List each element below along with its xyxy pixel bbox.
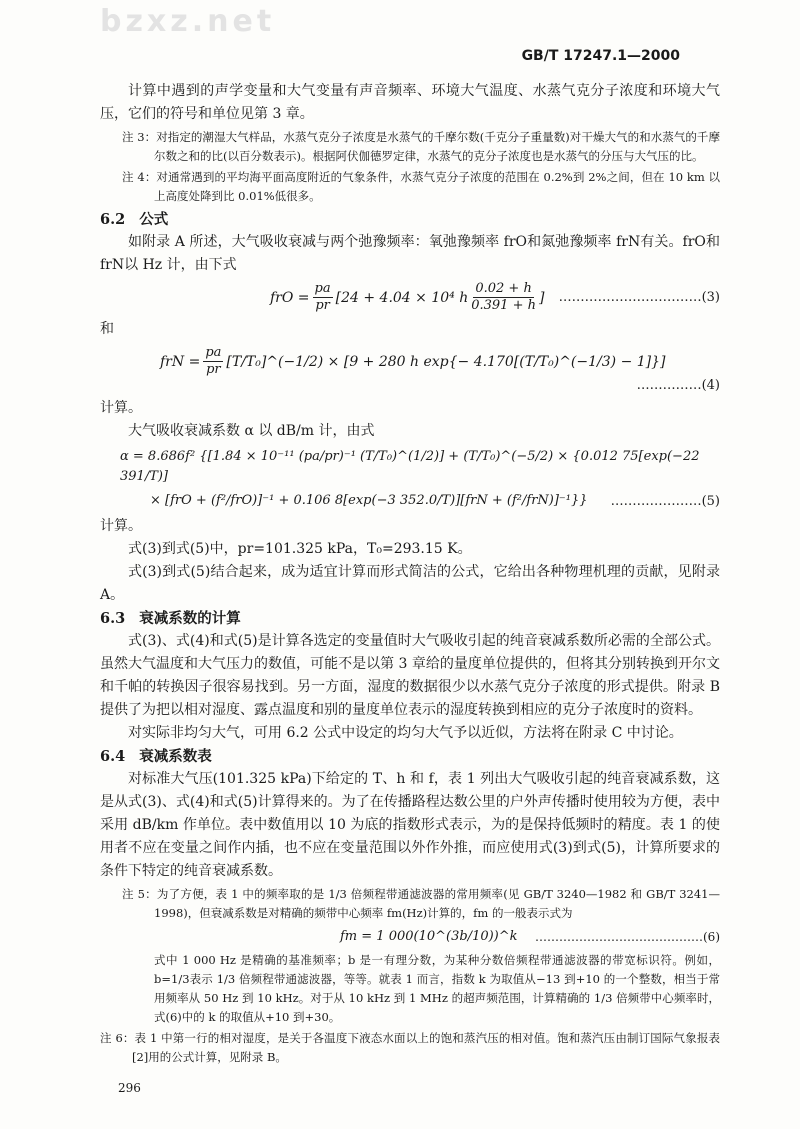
section-number: 6.3	[100, 610, 126, 627]
paragraph-variables: 计算中遇到的声学变量和大气变量有声音频率、环境大气温度、水蒸气克分子浓度和环境大气压，它们的符号和单位见第 3 章。	[100, 83, 720, 122]
paragraph-table: 对标准大气压(101.325 kPa)下给定的 T、h 和 f，表 1 列出大气吸收引起的纯音衰减系数，这是从式(3)、式(4)和式(5)计算得来的。为了在传播路程达数公里的户外声传播时使用较为方便，表中采用 dB/km 作单位。表中数值用以 10 为底的指数形式表示，为的是保持低频时的精度。表 1 的使用者不应在变量之间作内插，也不应在变量范围以外作外推，而应使用式(3)到式(5)，计算所要求的条件下特定的纯音衰减系数。	[100, 771, 720, 879]
equation-5-line-1: α = 8.686f² {[1.84 × 10⁻¹¹ (pa/pr)⁻¹ (T/T₀)^(1/2)] + (T/T₀)^(−5/2) × {0.012 75[exp(−22 391/T)]	[120, 449, 700, 484]
equation-5-line-2: × [frO + (f²/frO)]⁻¹ + 0.106 8[exp(−3 352.0/T)][frN + (f²/frN)]⁻¹}}	[150, 493, 588, 508]
equation-6: fm = 1 000(10^(3b/10))^k	[340, 929, 518, 944]
equation-3	[270, 281, 544, 314]
numerator: pa	[314, 281, 331, 296]
note-5: 注 5：为了方便，表 1 中的频率取的是 1/3 倍频程带通滤波器的常用频率(见 GB/T 3240—1982 和 GB/T 3241—1998)，但衰减系数是对精确的频带中心频率 fm(Hz)计算的，fm 的一般表示式为	[122, 887, 720, 920]
note-6: 注 6：表 1 中第一行的相对湿度，是关于各温度下液态水面以上的饱和蒸汽压的相对值。饱和蒸汽压由制订国际气象报表[2]用的公式计算，见附录 B。	[100, 1031, 720, 1064]
eq-body: [24 + 4.04 × 10⁴ h	[335, 289, 469, 306]
bracket: ]	[538, 289, 545, 306]
section-number: 6.4	[100, 748, 126, 765]
section-title: 衰减系数表	[139, 748, 212, 765]
denominator: pr	[206, 362, 221, 377]
pressure-ratio	[313, 281, 333, 314]
equation-number-3: ……………………………(3)	[558, 290, 720, 305]
section-6-2-heading	[100, 208, 720, 231]
equation-4	[160, 345, 666, 378]
equation-number-5: …………………(5)	[610, 493, 720, 509]
equation-4-row	[100, 345, 720, 393]
text-calc: 计算。	[100, 400, 142, 416]
pressure-ratio	[203, 345, 223, 378]
paragraph-combined: 式(3)到式(5)结合起来，成为适宜计算而形式简洁的公式，它给出各种物理机理的贡献，见附录 A。	[100, 564, 720, 603]
section-6-3-heading	[100, 607, 720, 630]
section-title: 衰减系数的计算	[139, 610, 241, 627]
numerator: 0.02 + h	[475, 281, 532, 296]
paragraph-constants: 式(3)到式(5)中，pr=101.325 kPa，T₀=293.15 K。	[128, 541, 472, 557]
eq-body: [T/T₀]^(−1/2) × [9 + 280 h exp{− 4.170[(T/T₀)^(−1/3) − 1]}]	[226, 353, 666, 370]
text-and: 和	[100, 321, 114, 337]
denominator: pr	[315, 298, 330, 313]
eq-lhs: frN =	[160, 353, 201, 370]
equation-6-row	[100, 927, 720, 947]
note-4: 注 4：对通常遇到的平均海平面高度附近的气象条件，水蒸气克分子浓度的范围在 0.2%到 2%之间，但在 10 km 以上高度处降到比 0.01%低很多。	[122, 170, 720, 203]
paragraph-relaxation: 如附录 A 所述，大气吸收衰减与两个弛豫频率：氧弛豫频率 frO和氮弛豫频率 frN有关。frO和 frN以 Hz 计，由下式	[100, 234, 720, 273]
note-3: 注 3：对指定的潮湿大气样品，水蒸气克分子浓度是水蒸气的千摩尔数(千克分子重量数)对干燥大气的和水蒸气的千摩尔数之和的比(以百分数表示)。根据阿伏伽德罗定律，水蒸气的克分子浓度也是水蒸气的分压与大气压的比。	[122, 130, 720, 163]
page-number: 296	[118, 1081, 141, 1095]
equation-5-row	[100, 491, 720, 511]
denominator: 0.391 + h	[471, 298, 536, 313]
note-5-continued: 式中 1 000 Hz 是精确的基准频率；b 是一有理分数，为某种分数倍频程带通滤波器的带宽标识符。例如，b=1/3表示 1/3 倍频程带通滤波器，等等。就表 1 而言，指数 k 为取值从−13 到+10 的一个整数，相当于常用频率从 50 Hz 到 10 kHz。对于从 10 kHz 到 1 MHz 的超声频范围，计算精确的 1/3 倍频带中心频率时，式(6)中的 k 的取值从+10 到+30。	[154, 953, 720, 1024]
numerator: pa	[205, 345, 222, 360]
section-number: 6.2	[100, 211, 126, 228]
equation-number-4: ……………(4)	[636, 378, 720, 393]
equation-3-row	[100, 281, 720, 314]
paragraph-nonuniform: 对实际非均匀大气，可用 6.2 公式中设定的均匀大气予以近似，方法将在附录 C 中讨论。	[128, 725, 683, 741]
paragraph-calculation: 式(3)、式(4)和式(5)是计算各选定的变量值时大气吸收引起的纯音衰减系数所必需的全部公式。虽然大气温度和大气压力的数值，可能不是以第 3 章给的量度单位提供的，但将其分别转换到开尔文和千帕的转换因子很容易找到。另一方面，湿度的数据很少以水蒸气克分子浓度的形式提供。附录 B 提供了为把以相对湿度、露点温度和别的量度单位表示的湿度转换到相应的克分子浓度时的资料。	[100, 633, 720, 718]
text-calc-2: 计算。	[100, 518, 142, 534]
section-title: 公式	[139, 211, 169, 228]
section-6-4-heading	[100, 745, 720, 768]
paragraph-alpha: 大气吸收衰减系数 α 以 dB/m 计，由式	[128, 423, 375, 439]
humidity-fraction	[471, 281, 536, 314]
watermark: bzxz.net	[100, 4, 276, 39]
eq-lhs: frO =	[270, 289, 310, 306]
standard-header: GB/T 17247.1—2000	[521, 48, 680, 64]
equation-number-6: ……………………………………(6)	[535, 930, 720, 944]
